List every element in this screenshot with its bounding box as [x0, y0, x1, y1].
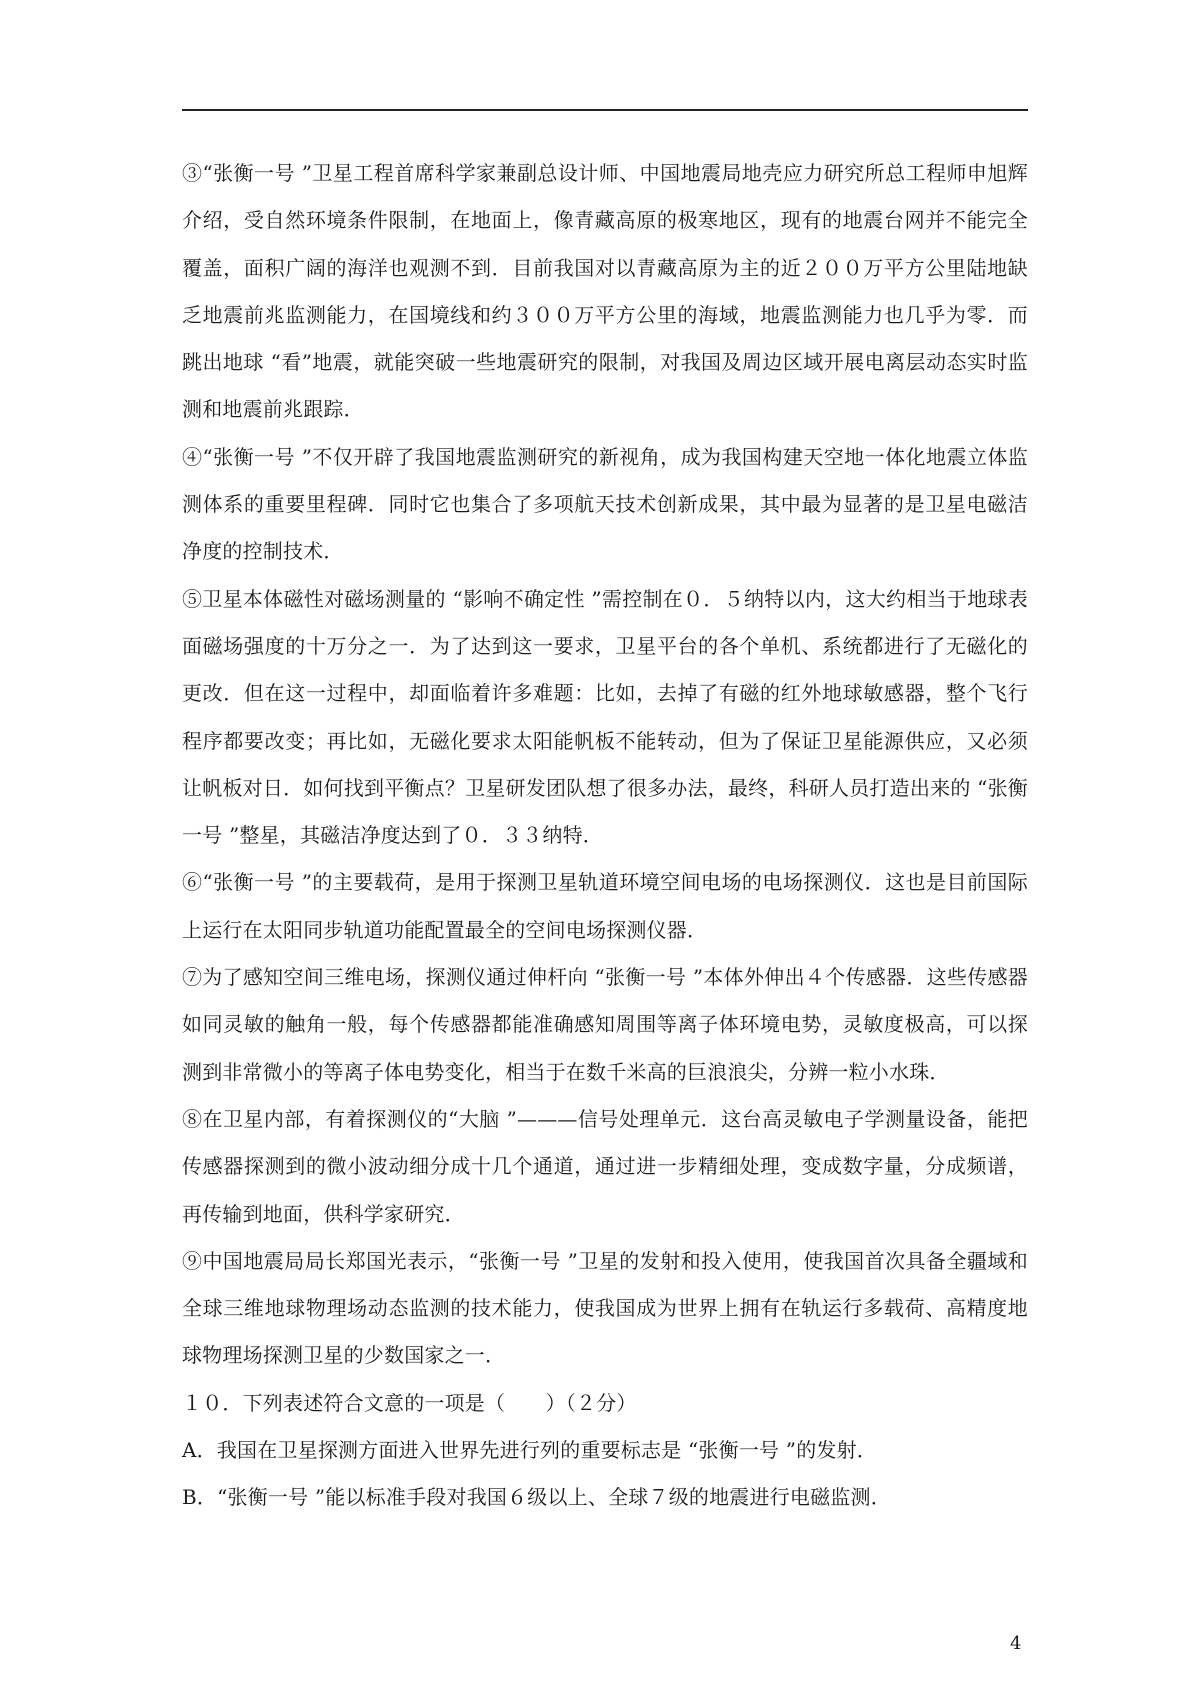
- paragraph-9: ⑨中国地震局局长郑国光表示，“张衡一号 ”卫星的发射和投入使用，使我国首次具备全疆域和全球三维地球物理场动态监测的技术能力，使我国成为世界上拥有在轨运行多载荷、高精度地球物理场探测卫星的少数国家之一．: [182, 1248, 1028, 1368]
- paragraph-8: ⑧在卫星内部，有着探测仪的“大脑 ”———信号处理单元．这台高灵敏电子学测量设备，能把传感器探测到的微小波动细分成十几个通道，通过进一步精细处理，变成数字量，分成频谱，再传输到地面，供科学家研究．: [182, 1106, 1028, 1226]
- paragraph-3: ③“张衡一号 ”卫星工程首席科学家兼副总设计师、中国地震局地壳应力研究所总工程师申旭辉介绍，受自然环境条件限制，在地面上，像青藏高原的极寒地区，现有的地震台网并不能完全覆盖，面积广阔的海洋也观测不到．目前我国对以青藏高原为主的近２００万平方公里陆地缺乏地震前兆监测能力，在国境线和约３００万平方公里的海域，地震监测能力也几乎为零．而跳出地球 “看”地震，就能突破一些地震研究的限制，对我国及周边区域开展电离层动态实时监测和地震前兆跟踪．: [182, 161, 1028, 422]
- question-10: １０．下列表述符合文意的一项是（ ）（２分）: [182, 1390, 637, 1415]
- option-a: A．我国在卫星探测方面进入世界先进行列的重要标志是 “张衡一号 ”的发射．: [182, 1438, 878, 1463]
- paragraph-5: ⑤卫星本体磁性对磁场测量的 “影响不确定性 ”需控制在０．５纳特以内，这大约相当于地球表面磁场强度的十万分之一．为了达到这一要求，卫星平台的各个单机、系统都进行了无磁化的更改．但在这一过程中，却面临着许多难题：比如，去掉了有磁的红外地球敏感器，整个飞行程序都要改变；再比如，无磁化要求太阳能帆板不能转动，但为了保证卫星能源供应，又必须让帆板对日．如何找到平衡点？卫星研发团队想了很多办法，最终，科研人员打造出来的 “张衡一号 ”整星，其磁洁净度达到了０．３３纳特．: [182, 586, 1028, 848]
- paragraph-7: ⑦为了感知空间三维电场，探测仪通过伸杆向 “张衡一号 ”本体外伸出４个传感器．这些传感器如同灵敏的触角一般，每个传感器都能准确感知周围等离子体环境电势，灵敏度极高，可以探测到非常微小的等离子体电势变化，相当于在数千米高的巨浪浪尖，分辨一粒小水珠．: [182, 965, 1028, 1084]
- option-b: B．“张衡一号 ”能以标准手段对我国６级以上、全球７级的地震进行电磁监测．: [182, 1485, 891, 1510]
- paragraph-6: ⑥“张衡一号 ”的主要载荷，是用于探测卫星轨道环境空间电场的电场探测仪．这也是目前国际上运行在太阳同步轨道功能配置最全的空间电场探测仪器．: [182, 870, 1028, 942]
- header-rule: [182, 109, 1028, 111]
- page-number: 4: [1010, 1633, 1022, 1654]
- paragraph-4: ④“张衡一号 ”不仅开辟了我国地震监测研究的新视角，成为我国构建天空地一体化地震立体监测体系的重要里程碑．同时它也集合了多项航天技术创新成果，其中最为显著的是卫星电磁洁净度的控制技术．: [182, 444, 1028, 564]
- document-body: [182, 150, 1028, 1522]
